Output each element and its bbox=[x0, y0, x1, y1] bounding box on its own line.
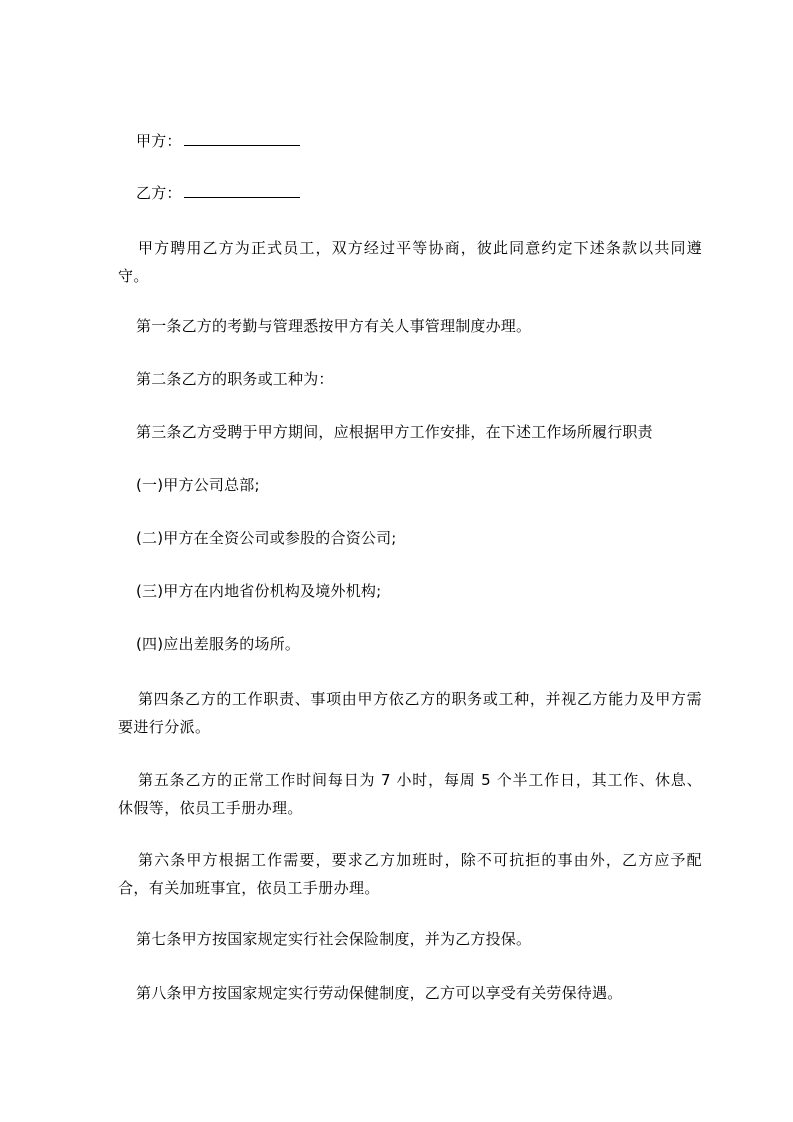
article-7: 第七条甲方按国家规定实行社会保险制度，并为乙方投保。 bbox=[136, 930, 532, 948]
article-4: 第四条乙方的工作职责、事项由甲方依乙方的职务或工种，并视乙方能力及甲方需要进行分派。 bbox=[118, 690, 702, 736]
party-b-blank bbox=[184, 183, 300, 198]
article-5: 第五条乙方的正常工作时间每日为 7 小时，每周 5 个半工作日，其工作、休息、休假等，依员工手册办理。 bbox=[118, 771, 702, 817]
party-a-blank bbox=[184, 131, 300, 146]
list-item-3: (三)甲方在内地省份机构及境外机构; bbox=[136, 582, 382, 600]
party-a-line bbox=[136, 131, 300, 152]
article-8: 第八条甲方按国家规定实行劳动保健制度，乙方可以享受有关劳保待遇。 bbox=[136, 984, 623, 1002]
list-item-4: (四)应出差服务的场所。 bbox=[136, 635, 301, 653]
list-item-2: (二)甲方在全资公司或参股的合资公司; bbox=[136, 529, 397, 547]
party-a-label: 甲方： bbox=[136, 132, 182, 150]
preamble-paragraph: 甲方聘用乙方为正式员工，双方经过平等协商，彼此同意约定下述条款以共同遵守。 bbox=[118, 239, 702, 285]
article-3: 第三条乙方受聘于甲方期间，应根据甲方工作安排，在下述工作场所履行职责 bbox=[136, 423, 653, 441]
article-6: 第六条甲方根据工作需要，要求乙方加班时，除不可抗拒的事由外，乙方应予配合，有关加班事宜，依员工手册办理。 bbox=[118, 851, 702, 897]
article-2: 第二条乙方的职务或工种为： bbox=[136, 370, 334, 388]
party-b-label: 乙方： bbox=[136, 184, 182, 202]
party-b-line bbox=[136, 183, 300, 204]
article-1: 第一条乙方的考勤与管理悉按甲方有关人事管理制度办理。 bbox=[136, 317, 532, 335]
list-item-1: (一)甲方公司总部; bbox=[136, 476, 260, 494]
